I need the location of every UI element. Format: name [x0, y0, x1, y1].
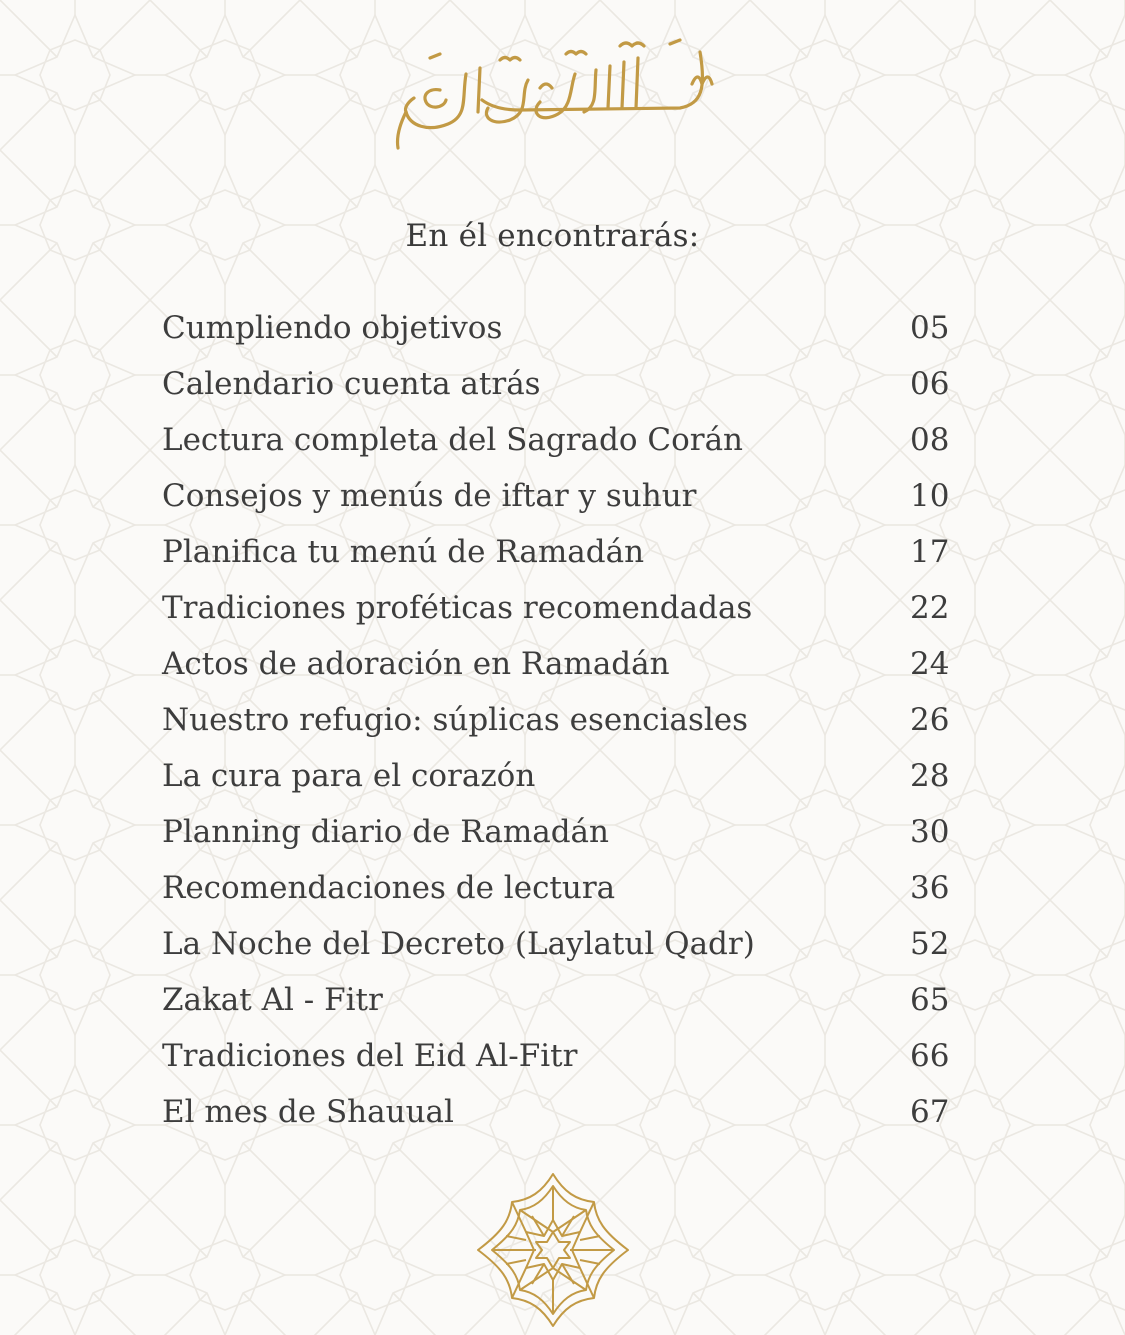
toc-item-page: 52: [910, 926, 950, 962]
toc-item-title: Planning diario de Ramadán: [162, 814, 610, 850]
toc-item-title: Actos de adoración en Ramadán: [162, 646, 670, 682]
toc-item-page: 22: [910, 590, 950, 626]
toc-item[interactable]: [162, 972, 972, 1028]
toc-item[interactable]: [162, 1028, 972, 1084]
toc-item-title: Consejos y menús de iftar y suhur: [162, 478, 697, 514]
toc-item-title: Tradiciones proféticas recomendadas: [162, 590, 753, 626]
toc-item[interactable]: [162, 468, 972, 524]
toc-item-title: Calendario cuenta atrás: [162, 366, 541, 402]
subtitle: En él encontrarás:: [405, 218, 700, 254]
toc-item-page: 24: [910, 646, 950, 682]
toc-item[interactable]: [162, 692, 972, 748]
geometric-star-ornament-icon: [472, 1170, 634, 1330]
toc-item-title: Lectura completa del Sagrado Corán: [162, 422, 744, 458]
toc-item-title: Tradiciones del Eid Al-Fitr: [162, 1038, 578, 1074]
toc-item-page: 67: [910, 1094, 950, 1130]
toc-item-page: 36: [910, 870, 950, 906]
toc-item[interactable]: [162, 748, 972, 804]
toc-item-title: Zakat Al - Fitr: [162, 982, 383, 1018]
toc-item-page: 05: [910, 310, 950, 346]
toc-item[interactable]: [162, 300, 972, 356]
toc-item[interactable]: [162, 636, 972, 692]
toc-item[interactable]: [162, 804, 972, 860]
toc-item-page: 28: [910, 758, 950, 794]
toc-item-page: 30: [910, 814, 950, 850]
toc-item-title: La cura para el corazón: [162, 758, 536, 794]
toc-item[interactable]: [162, 916, 972, 972]
toc-item-page: 06: [910, 366, 950, 402]
toc-item-page: 17: [910, 534, 950, 570]
toc-item-title: Nuestro refugio: súplicas esenciasles: [162, 702, 749, 738]
toc-item-title: Recomendaciones de lectura: [162, 870, 616, 906]
toc-item[interactable]: [162, 524, 972, 580]
toc-item-title: Planifica tu menú de Ramadán: [162, 534, 645, 570]
toc-item[interactable]: [162, 860, 972, 916]
toc-item-title: La Noche del Decreto (Laylatul Qadr): [162, 926, 755, 962]
toc-item-page: 66: [910, 1038, 950, 1074]
toc-item[interactable]: [162, 1084, 972, 1140]
toc-item[interactable]: [162, 580, 972, 636]
toc-item[interactable]: [162, 356, 972, 412]
basmala-calligraphy-icon: [370, 28, 730, 152]
toc-item-page: 10: [910, 478, 950, 514]
toc-item-page: 08: [910, 422, 950, 458]
toc-item-page: 65: [910, 982, 950, 1018]
toc-item-page: 26: [910, 702, 950, 738]
toc-item[interactable]: [162, 412, 972, 468]
table-of-contents-list: [162, 300, 972, 1140]
toc-item-title: Cumpliendo objetivos: [162, 310, 503, 346]
toc-item-title: El mes de Shauual: [162, 1094, 454, 1130]
